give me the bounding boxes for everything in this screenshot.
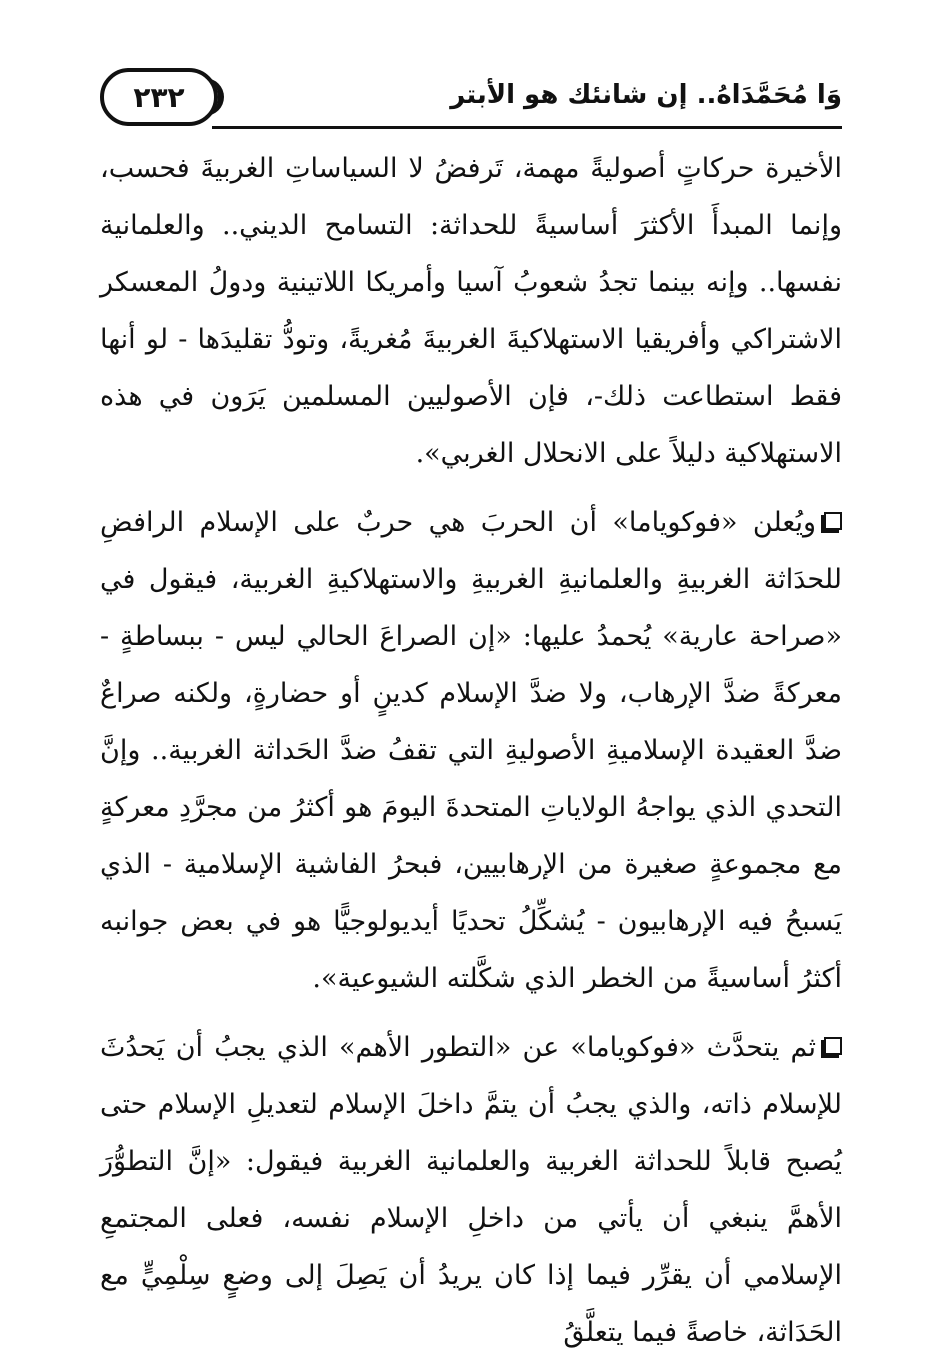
paragraph-text: الأخيرة حركاتٍ أصوليةً مهمة، تَرفضُ لا السياساتِ الغربيةَ فحسب، وإنما المبدأَ الأكثرَ أساسيةً للحداثة: التسامح الديني.. والعلمانية نفسها.. وإنه بينما تجدُ شعوبُ آسيا وأمريكا اللاتينية ودولُ المعسكر الاشتراكي وأفريقيا الاستهلاكيةَ الغربيةَ مُغريةً، وتودُّ تقليدَها - لو أنها فقط استطاعت ذلك-، فإن الأصوليين المسلمين يَرَون في هذه الاستهلاكية دليلاً على الانحلال الغربي». [100,153,842,469]
paragraph-1 [100,140,842,482]
page-number: ٢٣٢ [100,68,218,126]
paragraph-text: ويُعلن «فوكوياما» أن الحربَ هي حربٌ على الإسلام الرافضِ للحدَاثة الغربيةِ والعلمانيةِ الغربيةِ والاستهلاكيةِ الغربية، فيقول في «صراحة عارية» يُحمدُ عليها: «إن الصراعَ الحالي ليس - ببساطةٍ - معركةً ضدَّ الإرهاب، ولا ضدَّ الإسلام كدينٍ أو حضارةٍ، ولكنه صراعٌ ضدَّ العقيدة الإسلاميةِ الأصوليةِ التي تقفُ ضدَّ الحَداثة الغربية.. وإنَّ التحدي الذي يواجهُ الولاياتِ المتحدةَ اليومَ هو أكثرُ من مجرَّدِ معركةٍ مع مجموعةٍ صغيرة من الإرهابيين، فبحرُ الفاشية الإسلامية - الذي يَسبحُ فيه الإرهابيون - يُشكِّلُ تحديًا أيديولوجيًّا هو في بعض جوانبه أكثرُ أساسيةً من الخطر الذي شكَّلته الشيوعية». [100,507,842,994]
page-header [100,68,842,130]
paragraph-2 [100,494,842,1007]
paragraph-3 [100,1019,842,1361]
square-bullet-icon [824,512,842,530]
square-bullet-icon [824,1037,842,1055]
paragraph-text: ثم يتحدَّث «فوكوياما» عن «التطور الأهم» الذي يجبُ أن يَحدُثَ للإسلام ذاته، والذي يجبُ أن يتمَّ داخلَ الإسلام لتعديلِ الإسلام حتى يُصبح قابلاً للحداثة الغربية والعلمانية الغربية فيقول: «إنَّ التطوُّرَ الأهمَّ ينبغي أن يأتي من داخلِ الإسلام نفسه، فعلى المجتمعِ الإسلامي أن يقرِّر فيما إذا كان يريدُ أن يَصِلَ إلى وضعٍ سِلْمِيٍّ مع الحَدَاثة، خاصةً فيما يتعلَّقُ [100,1032,842,1348]
running-title: وَا مُحَمَّدَاهُ.. إن شانئك هو الأبتر [450,80,842,110]
body-text [100,140,842,1361]
header-rule [212,126,842,129]
